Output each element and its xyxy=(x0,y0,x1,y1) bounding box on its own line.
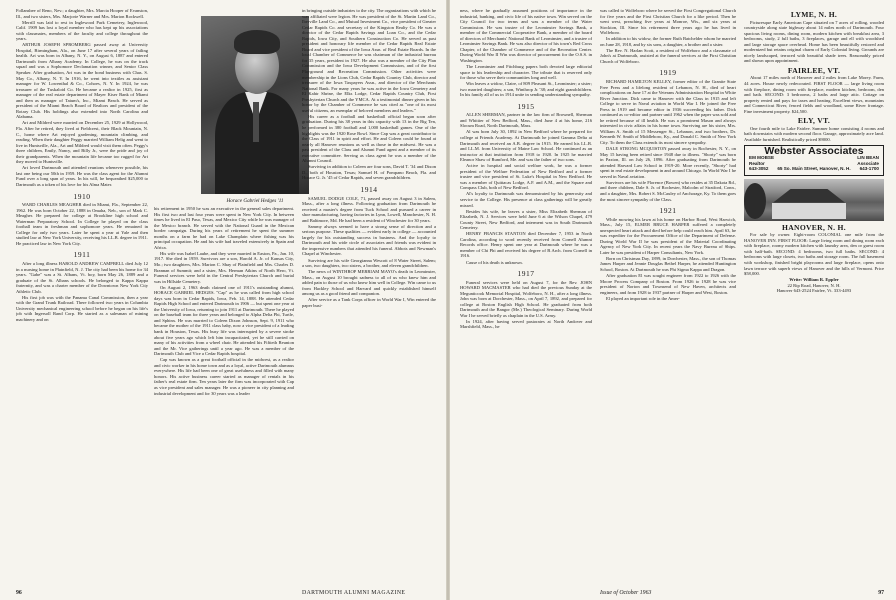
obit-text: his retirement in 1950 he was an executive in the general sales department. His first two and last four years were spent in New York City. In between times he lived in El Paso, Texas, and Mexico City while he was manager of the Mexico branch. He served with the National Guard in the Mexican border campaign. During his years of retirement he spent the summer months on a farm he had on Lake Champlain where fishing was his principal occupation. He and his wife had traveled extensively in Spain and Africa. xyxy=(154,206,294,250)
class-year-heading: 1911 xyxy=(73,250,91,260)
obit-text: In addition to his widow, the former Ruth Batchelder whom he married on June 28, 1918, and by six sons, a daughter, a brother and a sister. xyxy=(600,36,736,47)
realtor-left-name: EM MOBSE xyxy=(749,155,775,161)
listing-title-ely: ELY, VT. xyxy=(797,116,831,126)
obit-text: was called to Wolfeboro where he served the First Congregational Church for five years and the First Christian Church for a like period. Then he went west, preaching five years at Monroe, Wis., and six years at Stockton, Ill. Since his retirement three years ago he has lived in Wolfeboro. xyxy=(600,8,736,36)
obit-text: His wife was Isabel Laube, and they were married in Easton, Pa., Jan. 10, 1917. She died in 1959. Survivors are a son, Harold A. Jr. of Kansas City, Mo.; two daughters, Mrs. Marion C. Shay of Plainfield and Mrs. Charles D. Brannan of Summit; and a sister, Mrs. Herman Atkins of North Hero, Vt. Funeral services were held in the Central Presbyterian Church and burial was in Hillside Cemetery. xyxy=(154,250,294,284)
page-number-right: 97 xyxy=(878,590,884,596)
portrait-photo xyxy=(201,16,309,194)
obit-text: The Rev. N. Harlan Scott, a resident of Wolfeboro and a classmate of John's at Dartmouth, assisted at the funeral services at the First Christian Church of Wolfeboro. xyxy=(600,47,736,64)
right-page xyxy=(450,0,896,600)
issue-date: Issue of October 1963 xyxy=(600,590,652,596)
listing-title-lyme: LYME, N. H. xyxy=(790,10,838,19)
obit-text: Born on Christmas Day, 1899, in Dorchester, Mass., the son of Thomas James Harper and Jennie Douglas Bethel Harper, he attended Huntington School, Boston. At Dartmouth he was Phi Sigma Kappa and Dragon. xyxy=(600,255,736,273)
left-column-2 xyxy=(154,206,294,576)
obit-cole: SAMUEL DODGE COLE, 71, passed away on August 3 in Salem, Mass., after a long illness. Following graduation from Dartmouth he received a master's degree from Tuck School and pursued a career in shoe manufacturing, having factories in Lynn, Lowell, Manchester, N. H. and Baltimore, Md. He had been a resident of Winchester for 30 years. xyxy=(302,195,436,223)
portrait-tie xyxy=(253,102,259,142)
obit-sherman: ALLEN SHERMAN, partner in the law firm of Brownell, Sherman and Whittier of New Bedford, Mass., died June 4 at his home, 216 Slocum Road, North Dartmouth, Mass. xyxy=(460,112,592,129)
magazine-title: DARTMOUTH ALUMNI MAGAZINE xyxy=(302,590,406,596)
listing-title-fairlee: FAIRLEE, VT. xyxy=(787,65,841,75)
obit-text: In 1924, after having served pastorates at North Andover and Marshfield, Mass., he xyxy=(460,318,592,330)
obit-kelley: RICHARD HAMILTON KELLEY, former editor of the Granite State Free Press and a lifelong resident of Lebanon, N. H., died of heart complications on June 17 at the Veterans Administration Hospital in White River Junction. Dick came to Hanover with the Class in 1915 and left College to serve in Naval aviation in World War I. He joined the Free Press in 1919 and became editor in 1936 succeeding his father. Dick continued as co-editor and partner until 1962 when the paper was sold and he retired because of ill health. He was a prominent Mason and always interested in civic affairs in his home town. Surviving are his sister, Mrs. William A. Smith of 15 Messenger St., Lebanon, and two brothers, Dr. Kenneth W. Smith of Middleboro, Ky., and Donald C. Smith of New York City. To them the Class extends its most sincere sympathy. xyxy=(600,79,736,146)
obit-text: Sammy always seemed to have a strong sense of direction and a serious purpose. These qualities — evident early in college — accounted largely for his outstanding success in business. And the loyalty to Dartmouth and his wide circle of associates and friends was evident in the impressive numbers that attended his funeral. Abbots and Newman's Chapel at Winchester. xyxy=(302,223,436,257)
page-number-left: 96 xyxy=(16,590,22,596)
obit-text: Al was born July 30, 1892 in New Bedford where he prepared for college at Friends Academy. At Dartmouth he joined Gamma Delta at Dartmouth and received an A.B. degree in 1915. He earned his LL.B. and LL.M. from University of Maine Law School. He continued as an instructor at that institution from 1918 to 1920. In 1925 he married Eleanor Shaw of Rumford, Me. and was the father of two sons. xyxy=(460,129,592,163)
realtor-right-phone: 643-1700 xyxy=(859,166,879,172)
photo-caption: Horace Gabriel Hedges '11 xyxy=(226,198,284,204)
realtor-contact-row xyxy=(749,166,879,172)
realtor-ad-box xyxy=(744,145,884,175)
obit-stanton: HENRY FRANCIS STANTON died December 7, 1953 in North Carolina, according to word recently received from Cornell Alumni Records office. Henry spent one year at Dartmouth where he was a member of Chi Phi and received his degree of B.Arch. from Cornell in 1916. xyxy=(460,231,592,259)
left-column-1 xyxy=(16,8,148,576)
listing-text-fairlee: About 17 miles north of Hanover and 2 miles from Lake Morey. Farm, 44 acres. House newly redecorated. FIRST FLOOR — large living room with fireplace, dining room with fireplace, modern kitchen, bedroom, den and bath. SECOND: 3 bedrooms, 2 baths and large attic. Cottage on property rented and pays for taxes and heating. Excellent views, mountains and Connecticut River, fenced fields and woodland, some River frontage. Fine investment property. $24,500. xyxy=(744,75,884,114)
obit-text: Merrill was laid to rest in Inglewood Park Cemetery, Inglewood, Calif. 1909 has lost a loyal member who has kept up his associations with classmates, members of the faculty and college throughout the years. xyxy=(16,19,148,42)
obit-hedges: On August 2, 1963 death claimed one of 1911's outstanding alumni, HORACE GABRIEL HEDGES. "Cap" as he was called from high school days was born in Cedar Rapids, Iowa, Feb. 14, 1888. He attended Cedar Rapids High School and entered Dartmouth in 1906 — but spent one year at the University of Iowa, returning to join 1911 at Dartmouth. There he played on the baseball team for three years and belonged to Alpha Delta Phi, Turtle, and Sphinx. He was married to Coleen Dixon Johnson, Sept. 9, 1911 who became the mother of the 1911 class baby, now a vice president of a leading bank in Houston, Texas. His busy life was interrupted by a severe stroke about five years ago which left him incapacitated, yet he still carried on many of his activities from a wheel chair. He attended his Fiftieth Reunion and the Mr. Vice gatherings until a year ago. He was a member of the Dartmouth Club and Vice a Cedar Rapids hospital. xyxy=(154,284,294,357)
house-photo-tree xyxy=(744,183,766,219)
class-year-heading: 1915 xyxy=(517,101,535,111)
realtor-right-role: Associate xyxy=(857,160,879,166)
left-column-3 xyxy=(302,8,436,576)
realtor-right-name: LIN BEAN xyxy=(857,155,879,161)
obit-text: His career as a football and basketball official began soon after graduation. During his 38 years in this capacity with 13 in the Big Ten, he performed in 380 football and 1,000 basketball games. One of the highlights was the 1920 Rose Bowl. Since Cap was a great contributor to the Class of 1911 in spirit and effort. He and Coleen could be found at nearly all Hanover reunions as well as those in the midwest. He was a past president of the Class and Alumni Fund agent and a member of its executive committee. Serving as class agent he was a member of the Alumni Council. xyxy=(302,113,436,164)
portrait-hair xyxy=(234,30,280,54)
house-photo-roof xyxy=(764,189,854,203)
obit-spromberg: ARTHUR JOSEPH SPROMBERG passed away at University Hospital, Birmingham, Ala., on June 17 after several years of failing health. Art was born in Albany, N. Y., on August 6, 1887 and entered Dartmouth from Albany Academy. In College, he was on the track squad and was a Sophomore Declamation winner, and Senior Class Speaker. After graduation, Art was in the bond business with Chas. S. May Co., Albany, N. Y. In 1916, he went into textiles as assistant manager for W. Lowenthal & Co., Cohoes, N. Y. In 1924, he was treasurer of the Tuskaloid Co. He became a realtor in 1925, first as manager of the real estate department of Mayer Kiser Bank of Miami and then as manager of Tatum's, Inc., Miami Beach. He served as president of the Miami Beach Board of Realtors and president of the Rotary Club. His holdings also extended into North Carolina and Alabama. xyxy=(16,42,148,120)
house-photo xyxy=(744,179,884,221)
realtor-left-role: Realtor xyxy=(749,160,765,166)
obit-text: ness, where he gradually assumed positions of importance in the industrial, banking, and civic life of his native town. Win served on the City Council for two terms and was a member of the Water Commission. He was trustee of the Leominster Savings Bank, a member of the Commercial Cooperative Bank, a member of the board of directors of Merchants' National Bank of Leominster, and a trustee of Leominster Savings Bank. He was also director of his town's Red Cross Chapter, of the Chamber of Commerce and of the Recreation Center. During World War II Win was director of procurement for the O.S.S. in Washington. xyxy=(460,8,592,63)
realtor-firm-name: Webster Associates xyxy=(764,145,864,158)
contact-phones: Hanover 643-2524 Fairlee, Vt. 333-4493 xyxy=(776,288,852,294)
obit-campbell: After a long illness HAROLD ANDREW CAMPBELL died July 12 in a nursing home in Plainfield, N. J. The city had been his home for 34 years. "Gabe" was a St. Albans, Vt. boy, born May 26, 1889 and a graduate of the St. Albans schools. He belonged to Kappa Kappa fraternity, and was a charter member of the Downtown New York City Athletic Club. xyxy=(16,260,148,294)
obit-meagher: WARD CHARLES MEAGHER died in Miami, Fla., September 22, 1962. He was born October 22, 1888 in Omaha, Neb., son of Mark C. Meagher. He prepared for college at Brookline high school and Waterman Preparatory School. In College he played on the class football team in freshman and sophomore years. He remained in College for only two years. Later he spent a year at Yale and then studied law at New York University, receiving his LL.B. degree in 1911. He practiced law in New York City. xyxy=(16,202,148,246)
obit-text: Cause of his death is unknown. xyxy=(466,259,523,265)
obit-text: His first job was with the Panama Canal Commission, then a year with the Grand Trunk Railroad. There followed two years in Columbia University mechanical engineering school before he began on his life's job with Ingersoll Rand Corp. He started as a salesman of mining machinery and on xyxy=(16,294,148,322)
obit-text: Surviving are his wife Georgianna Wescott of 8 Water Street, Salem; a son, two daughters, two sisters, a brother, and eleven grandchildren. xyxy=(302,257,436,269)
obit-text: El played an important role in the Amer- xyxy=(606,295,680,301)
listing-text-ely: One fourth mile to Lake Fairlee. Summer home consisting 4 rooms and bath downstairs with modern second floor. Garage, approximately acre land. Available furnished. Realistically priced $9000. xyxy=(744,125,884,142)
obit-mayo: The news of WINTHROP MERRIAM MAYO's death in Leominster, Mass., on August 10 brought sadness to all of us who knew him and added pain to those of us who knew him well in College. Win came to us from Hackley School and Harvard and quickly established himself among us as a good friend and companion. xyxy=(302,269,436,297)
obit-text: Active in hospital and social welfare work, he was a former president of the Welfare Federation of New Bedford and a former trustee and vice president of St. Luke's Hospital in New Bedford. He was a member of Quittacas Lodge, A.F. and A.M., and the Square and Compass Club, both of New Bedford. xyxy=(460,163,592,191)
obit-text: Survivors are his wife Florence (Bowen) who resides at 35 Dakota Rd., and three children, Dale S. Jr. of Rochester, Malcolm of Stratford, Conn., and a daughter, Mrs. Robert S. McCauley of Anchorage, Ky. To them goes the most sincere sympathy of the Class. xyxy=(600,179,736,202)
contact-name: Write: William R. Eppler xyxy=(789,277,839,283)
obit-text: in bringing outside industries to the city. The organizations with which he was affiliated were legion. He was president of the St. Martin Land Co., Iberville Land Co., and Mutual Investment Co., vice president of Greater Cedar Rapids Co. and secretary of the Kingston Realty Co. He was a director of the Cedar Rapids Savings and Loan Co., and the Cedar Rapids, Iowa City, and Southern Construction Co. He served as past president and honorary life member of the Cedar Rapids Real Estate Board and vice president of the Iowa Assn. of Real Estate Boards. In the local Chamber of Commerce he was chairman of the industrial bureau for 35 years, president in 1927. He also was a member of the City Plan Commission and the Iowa Development Commission, and of the first Playground and Recreation Commission. Other activities were membership in the Lions Club, Cedar Rapids Country Club, director and treasurer of the Iowa Taxpayers Assn., and director of the Merchants National Bank. For many years he was active in the Iowa Cemetery and El Kahir Shrine, the Elks Lodge, Cedar Rapids Country Club, First Presbyterian Church and the YMCA. At a testimonial dinner given in his honor by the Chamber of Commerce he was cited as "one of its most useful citizens, an exemplar of beloved members and leaders." xyxy=(302,8,436,113)
realtor-left-phone: 643-3052 xyxy=(749,166,769,172)
listing-text-hanover: For sale by owner. Eight-room COLONIAL one mile from the HANOVER INN. FIRST FLOOR: Large living room and dining room each with fireplace, roomy modern kitchen with laundry area, den or guest room with half-bath. SECOND: 4 bedrooms, two full baths. SECOND: 4 bedrooms with large closets, two baths and storage room. The full basement with workshop, finished bright playrooms and large fireplace, opens onto lawn terrace with superb views of Hanover and the hills of Vermont. Price $58,000. xyxy=(744,232,884,277)
realtor-address: 65 So. Main Street, Hanover, N. H. xyxy=(777,166,851,172)
obit-macmaster: Funeral services were held on August 7, for the Rev. JOHN HOWARD MACMASTER who had died the previous Sunday at the Megunticook Memorial Hospital, Wolfeboro, N. H., after a long illness. John was born at Dorchester, Mass., on April 7, 1892, and prepared for college at Boston English High School. He graduated from both Dartmouth and the Bangor (Me.) Theological Seminary. During World War I he served briefly as chaplain in the U.S. Army. xyxy=(460,279,592,318)
class-year-heading: 1910 xyxy=(73,191,91,201)
left-page xyxy=(0,0,446,600)
obit-text: The Leominster and Fitchburg papers both devoted large editorial space to his leadership and character. The tribute that is reserved only for those who serve their communities long and well. xyxy=(460,63,592,81)
house-photo-wall xyxy=(772,203,846,219)
obit-text: Art loved Dartmouth and attended reunions whenever possible, his last one being our 50th in 1959. He was the class agent for the Alumni Fund over a long span of years. In his will, he bequeathed $25,000 to Dartmouth as a token of his love for his Alma Mater. xyxy=(16,165,148,187)
real-estate-column xyxy=(744,8,884,576)
contact-address: 22 Rip Road, Hanover, N. H. xyxy=(787,282,841,288)
class-year-heading: 1917 xyxy=(517,269,535,279)
obit-mcquiston: DALE STRONG MCQUISTON passed away in Rochester, N. Y., on May 15 having been retired since 1948 due to illness. "Shorty" was born in Paxton, Ill. on July 26, 1896. After graduating from Dartmouth he attended Harvard Law School in 1919-20. More recently, "Shorty" had spent in real estate development in and around Chicago. In World War I he served in Naval aviation. xyxy=(600,146,736,179)
obit-text: Besides his wife, he leaves a sister, Miss Elizabeth Sherman of Elizabeth, N. J. Services were held June 6 at the Wilson Chapel, 479 County Street, New Bedford, and interment was in South Dartmouth Cemetery. xyxy=(460,208,592,231)
obit-text: Al's loyalty to Dartmouth was demonstrated by his generosity and service to the College. His presence at class gatherings will be greatly missed. xyxy=(460,191,592,208)
class-year-heading: 1914 xyxy=(360,184,378,194)
obit-harper: While mowing his lawn at his home on Harbor Road, West Harwich, Mass., July 15, ELMER BRUCE HARPER suffered a completely unexpected heart attack and died before help could reach him. April 63, he was expediter for the Procurement Office of the Department of Defense. During World War II he was president of the Material Coordinating Agency of New York City. In recent years the Navy Bureau of Ships. Later he was president of Harper Consultants, New York. xyxy=(600,216,736,255)
listing-text-lyme: Picturesque Early American Cape situated on 7 acres of rolling, wooded countryside along state highway about 14 miles north of Dartmouth. Four spacious living rooms, dining room, modern kitchen with breakfast area, 3 bedrooms, study, 2 full baths, 3 fireplaces, garage and ell with woodshed and large storage space overhead. Home has been beautifully restored and modernized but retains original charm of Early Colonial living. Grounds are nicely landscaped, terraced with beautiful shade trees. Reasonably priced and shown upon appointment. xyxy=(744,19,884,64)
obit-text: After graduation El was sought engineer from 1922 to 1926 with the Moore Process Company of Boston. From 1926 to 1928 he was vice president of Norton and Townsend of New Haven, architects and engineers, and from 1928 to 1937 partner of Harper and West, Boston. xyxy=(600,273,736,295)
listing-title-hanover: HANOVER, N. H. xyxy=(782,222,846,232)
obit-text: Surviving in addition to Coleen are four sons, David T. '34 and Dixon D., both of Houston, Texas; Samuel H. of Pompano Beach, Fla. and Horace G. Jr. '45 of Cedar Rapids, and seven grandchildren. xyxy=(302,164,436,181)
obit-text: Art and Mildred were married on December 25, 1929 at Hollywood, Fla. After he retired, they lived at Fieldcrest, their Black Mountain, N. C., home where Art enjoyed gardening, mountain climbing, and reading. When their daughter Peggy married William Helig and went to live in Huntsville, Ala., Art and Mildred would visit them often. Peggy's three children, Emily, Nancy, and Billy Jr., were the pride and joy of their grandparents. When the mountain life became too rugged for Art they moved to Huntsville. xyxy=(16,120,148,165)
right-column-2 xyxy=(600,8,736,576)
obit-text: Win leaves a widow, Claire, of 809 Pleasant St., Leominster; a sister; two married daughters; a son, Winthrop Jr. '38; and eight grandchildren. In his family all of us in 1914 unite in sending understanding sympathy. xyxy=(460,81,592,98)
class-year-heading: 1921 xyxy=(659,206,677,216)
obit-text: Follansbee of Reno, Nev.; a daughter, Mrs. Marcia Hooper of Evanston, Ill., and two sisters, Mrs. Marjorie Warner and Mrs. Marion Rockwell. xyxy=(16,8,148,19)
right-column-1 xyxy=(460,8,592,576)
obit-text: After service as a Tank Corps officer in World War I, Win entered the paper busi- xyxy=(302,297,436,308)
class-year-heading: 1919 xyxy=(659,68,677,78)
obit-text: Cap was known as a great football official in the midwest, as a realtor and civic worker in his home town and as a loyal, active Dartmouth alumnus everywhere. His life had been one of great usefulness and filled with many honors. His active business career started as manager of rentals in his father's real estate firm. Ten years later the firm was incorporated with Cap as vice president and sales manager. He was a pioneer in city planning and industrial development and for 30 years was a leader xyxy=(154,357,294,396)
